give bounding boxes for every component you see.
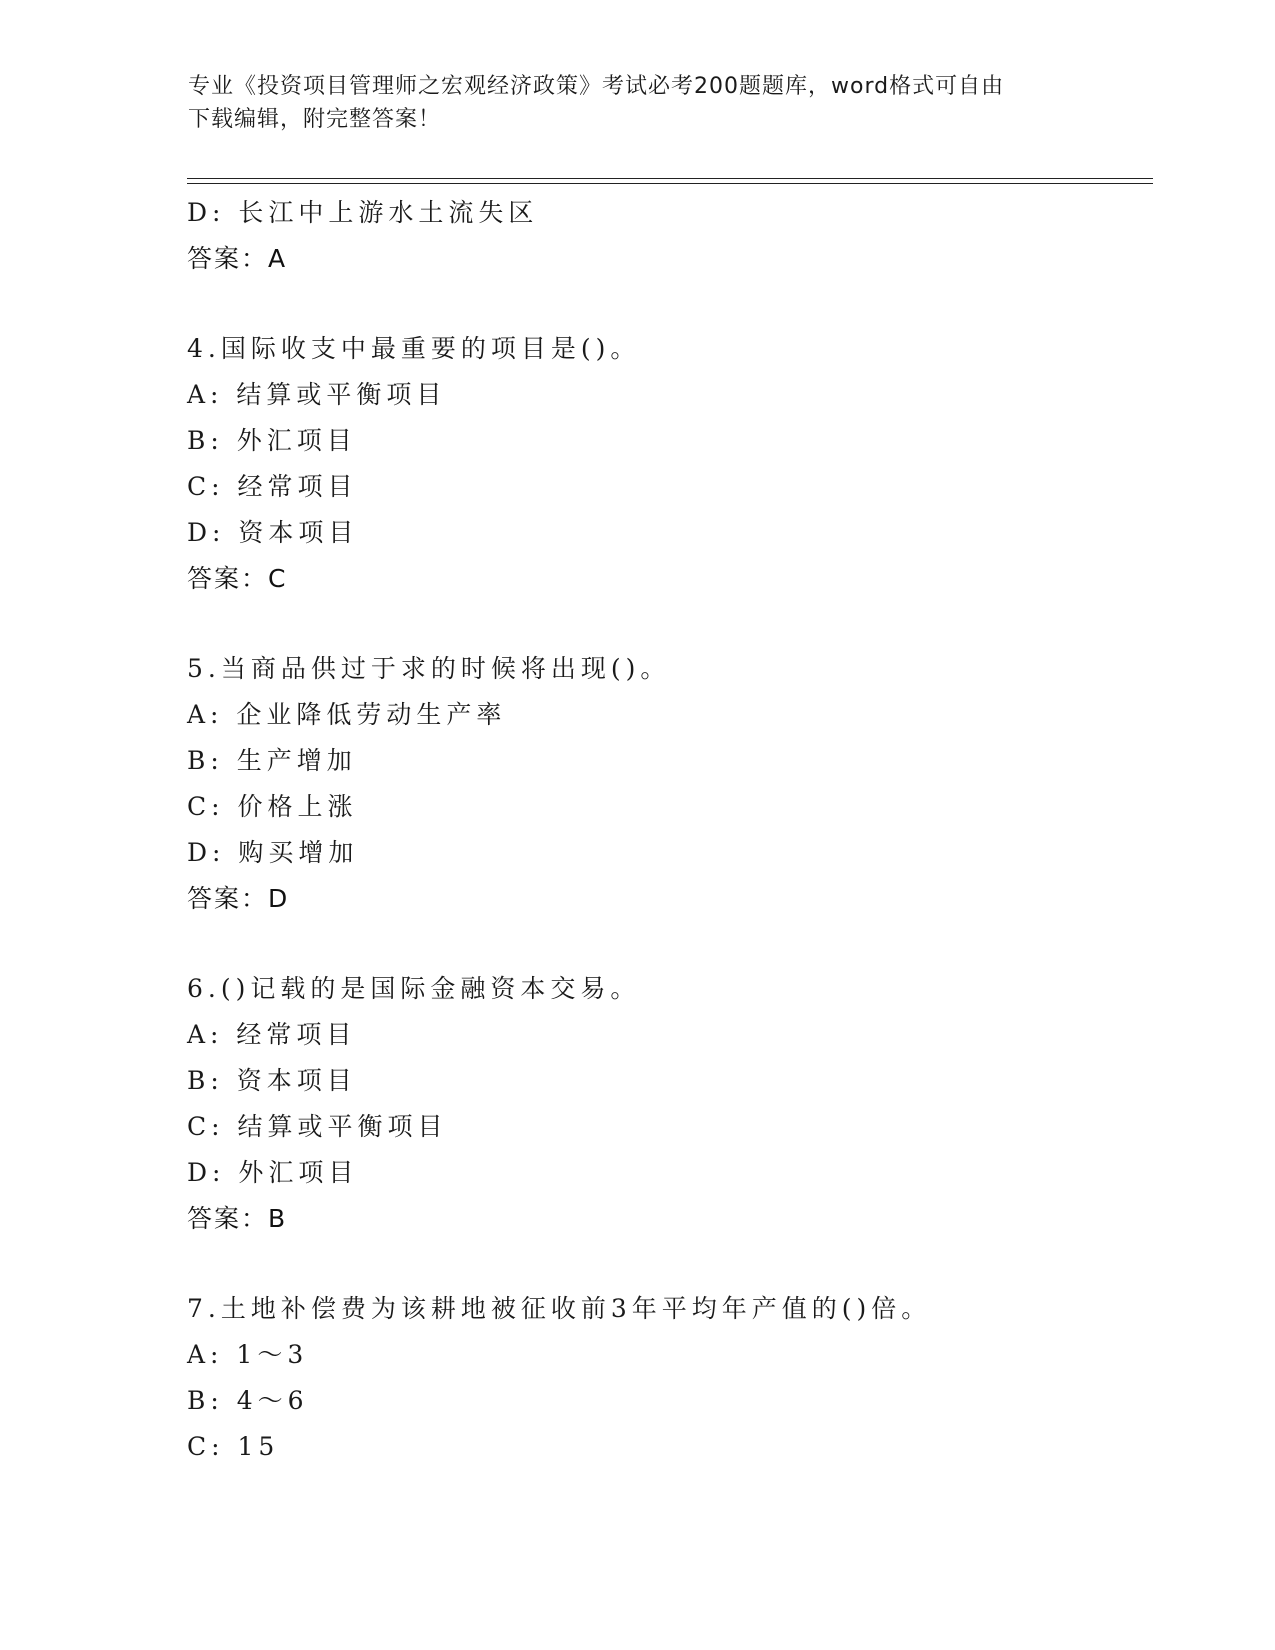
question-stem: 6.()记载的是国际金融资本交易。 <box>187 974 641 1003</box>
option-b: B: 外汇项目 <box>187 426 357 455</box>
option-a: A: 企业降低劳动生产率 <box>187 700 507 729</box>
question-6 <box>187 966 1147 1242</box>
option-a: A: 1～3 <box>187 1340 309 1369</box>
question-list <box>187 190 1147 1470</box>
option-c: C: 价格上涨 <box>187 792 358 821</box>
option-d: D: 资本项目 <box>187 518 359 547</box>
option-c: C: 结算或平衡项目 <box>187 1112 448 1141</box>
document-header <box>188 70 1078 136</box>
option-a: A: 经常项目 <box>187 1020 357 1049</box>
option-c: C: 经常项目 <box>187 472 358 501</box>
question-4 <box>187 326 1147 602</box>
option-d: D: 购买增加 <box>187 838 359 867</box>
option-c: C: 15 <box>187 1432 280 1461</box>
question-7 <box>187 1286 1147 1470</box>
question-3-answer: 答案：A <box>187 244 288 273</box>
header-divider-top <box>187 178 1153 179</box>
header-line-2: 下载编辑，附完整答案！ <box>188 107 442 132</box>
header-line-1: 专业《投资项目管理师之宏观经济政策》考试必考200题题库，word格式可自由 <box>188 74 1005 99</box>
answer: 答案：B <box>187 1204 288 1233</box>
question-stem: 7.土地补偿费为该耕地被征收前3年平均年产值的()倍。 <box>187 1294 932 1323</box>
option-b: B: 4～6 <box>187 1386 309 1415</box>
question-stem: 4.国际收支中最重要的项目是()。 <box>187 334 641 363</box>
question-stem: 5.当商品供过于求的时候将出现()。 <box>187 654 671 683</box>
header-divider-bottom <box>187 183 1153 184</box>
answer: 答案：D <box>187 884 290 913</box>
option-d: D: 外汇项目 <box>187 1158 359 1187</box>
question-3-option-d: D: 长江中上游水土流失区 <box>187 198 539 227</box>
answer: 答案：C <box>187 564 288 593</box>
option-a: A: 结算或平衡项目 <box>187 380 447 409</box>
option-b: B: 生产增加 <box>187 746 357 775</box>
option-b: B: 资本项目 <box>187 1066 357 1095</box>
question-5 <box>187 646 1147 922</box>
